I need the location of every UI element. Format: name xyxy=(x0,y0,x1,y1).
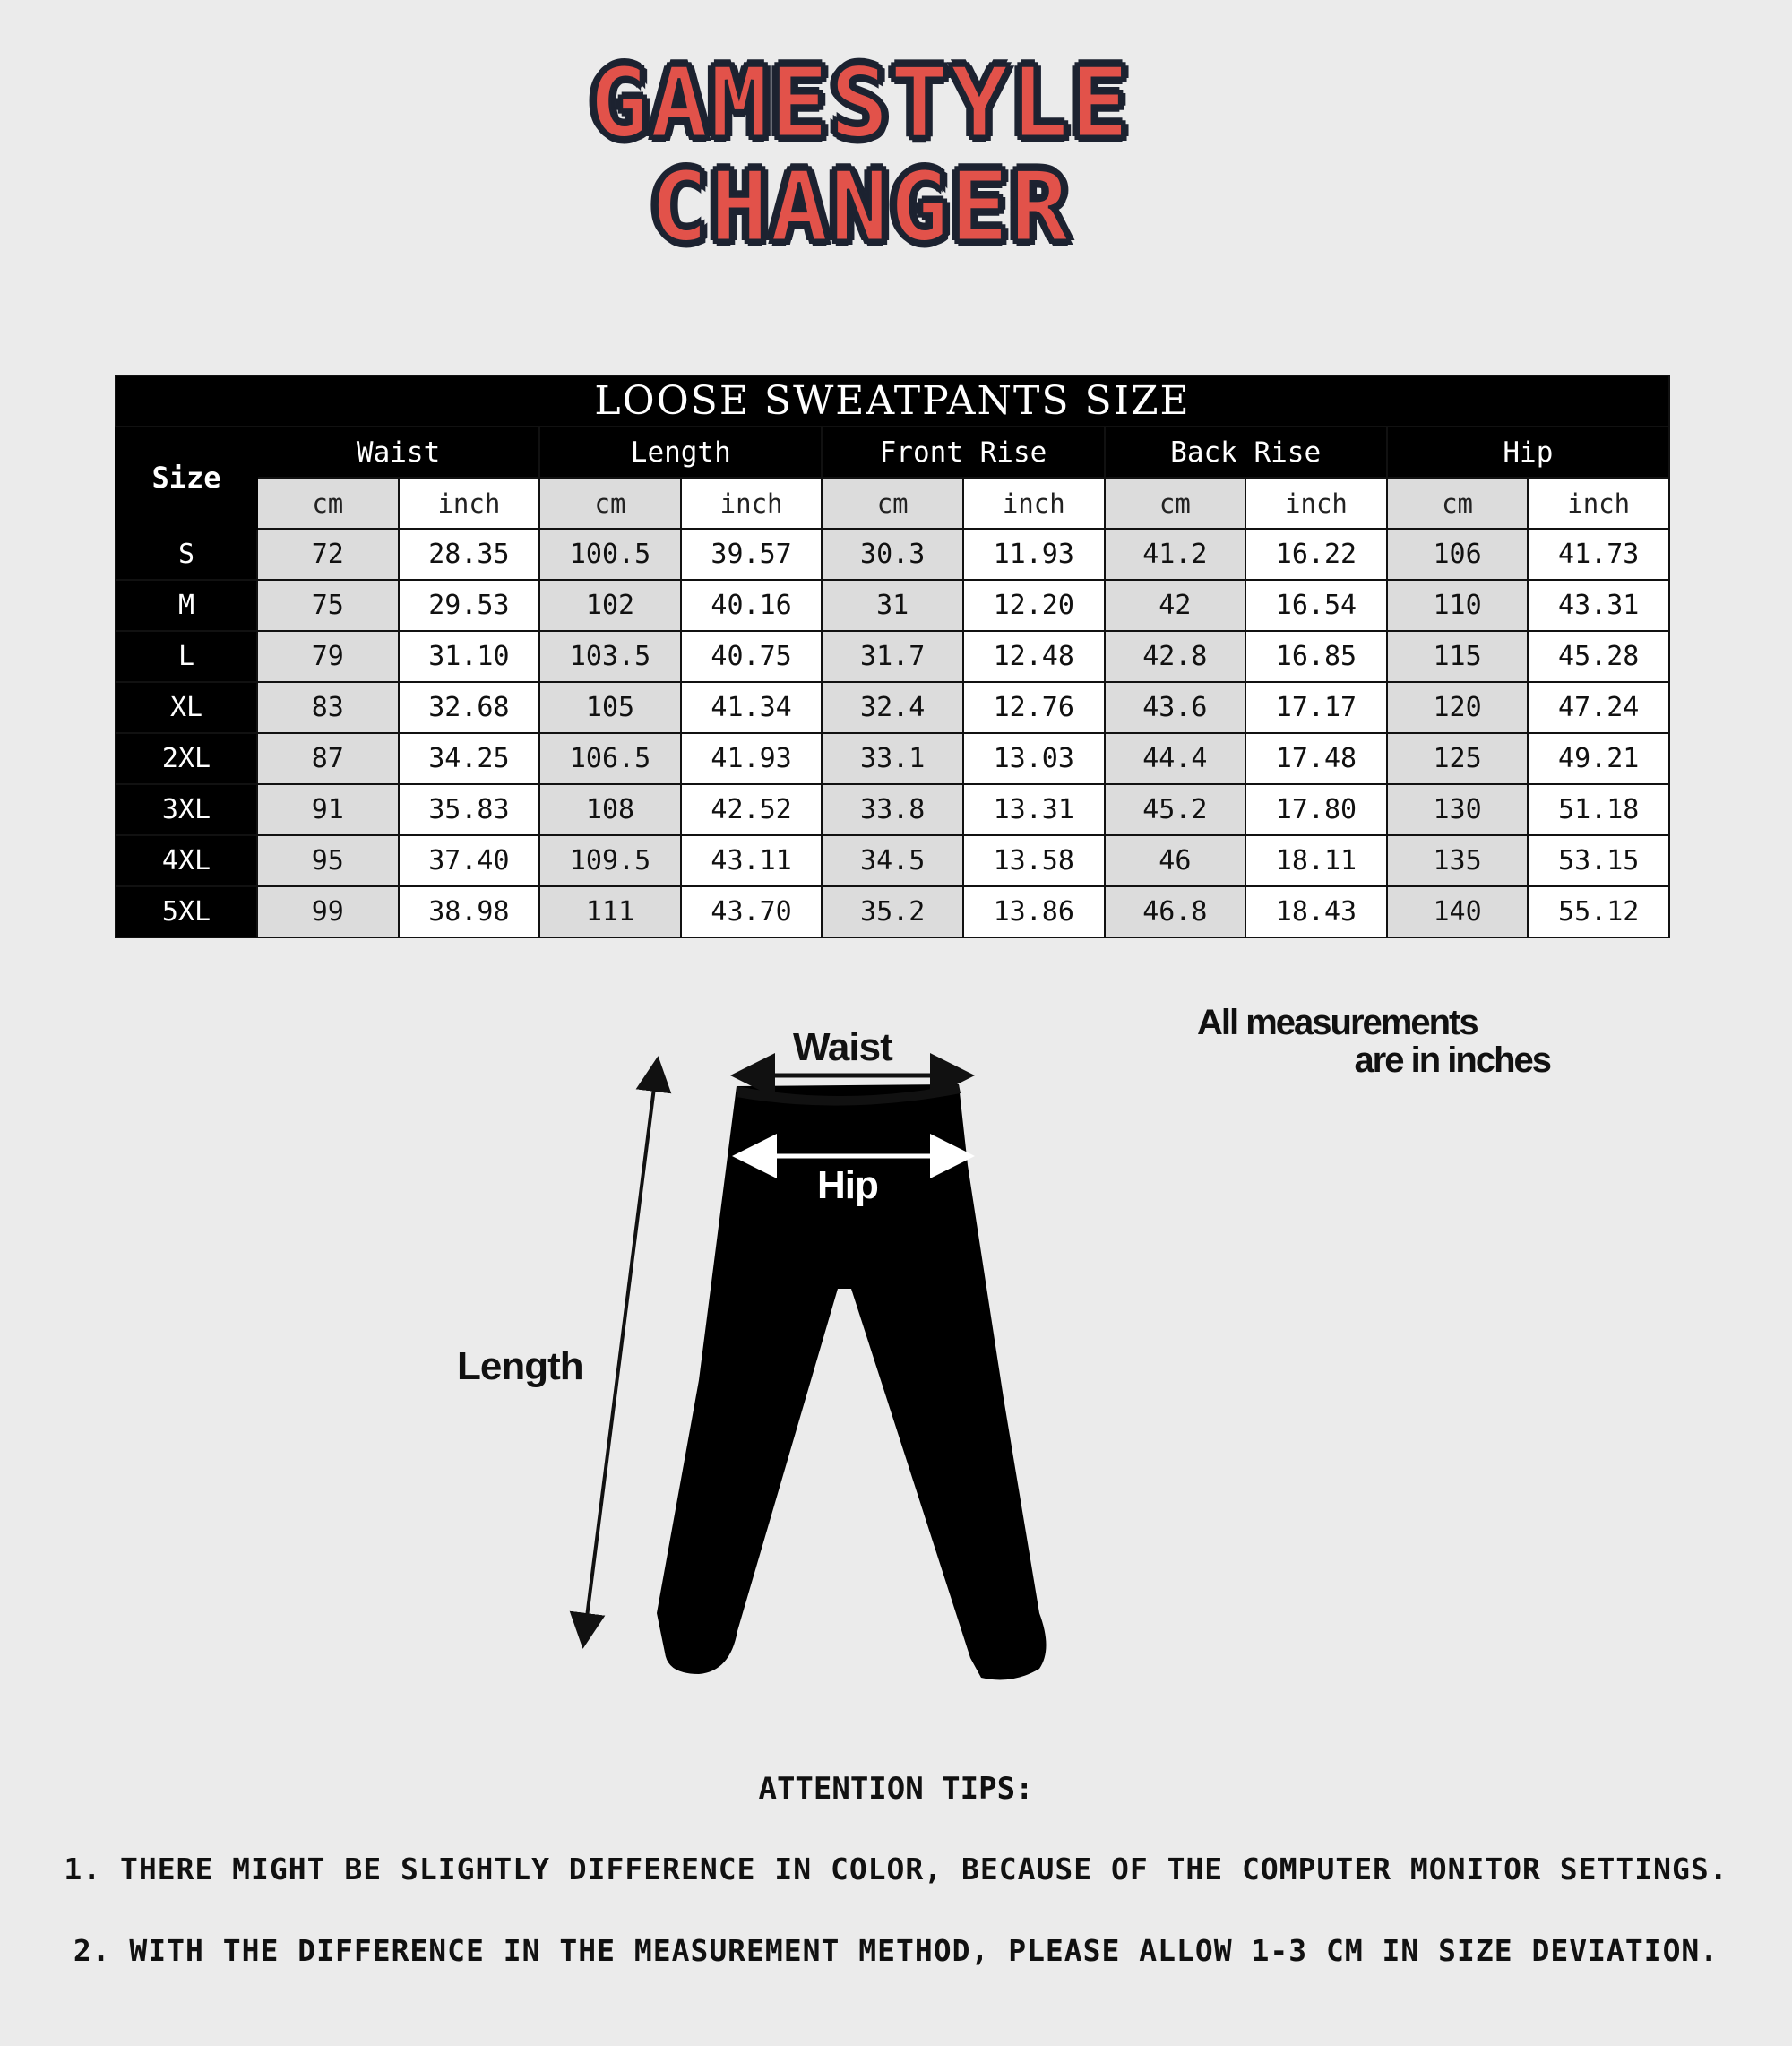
length-label: Length xyxy=(457,1344,583,1388)
inch-value-cell: 45.28 xyxy=(1528,631,1669,682)
size-row xyxy=(116,835,1669,886)
cm-value-cell: 32.4 xyxy=(822,682,963,733)
size-row xyxy=(116,529,1669,580)
size-label-cell: 2XL xyxy=(116,733,257,784)
cm-value-cell: 103.5 xyxy=(539,631,681,682)
inch-value-cell: 40.75 xyxy=(681,631,823,682)
inch-value-cell: 38.98 xyxy=(399,886,540,937)
cm-value-cell: 95 xyxy=(257,835,399,886)
inch-value-cell: 43.11 xyxy=(681,835,823,886)
cm-value-cell: 42.8 xyxy=(1105,631,1246,682)
cm-value-cell: 46 xyxy=(1105,835,1246,886)
size-chart-title: LOOSE SWEATPANTS SIZE xyxy=(116,376,1669,427)
cm-value-cell: 41.2 xyxy=(1105,529,1246,580)
brand-logo-line2: CHANGER xyxy=(650,151,1071,263)
inch-value-cell: 18.43 xyxy=(1245,886,1387,937)
cm-value-cell: 79 xyxy=(257,631,399,682)
size-label-cell: S xyxy=(116,529,257,580)
inch-value-cell: 34.25 xyxy=(399,733,540,784)
cm-value-cell: 120 xyxy=(1387,682,1529,733)
size-chart-body xyxy=(116,529,1669,937)
group-header-waist: Waist xyxy=(257,427,539,478)
inch-value-cell: 40.16 xyxy=(681,580,823,631)
attention-tip-1: 1. THERE MIGHT BE SLIGHTLY DIFFERENCE IN COLOR, BECAUSE OF THE COMPUTER MONITOR SETTINGS. xyxy=(64,1852,1728,1886)
inch-value-cell: 43.31 xyxy=(1528,580,1669,631)
waist-label: Waist xyxy=(793,1025,892,1069)
unit-header-cm: cm xyxy=(822,478,963,529)
inch-value-cell: 37.40 xyxy=(399,835,540,886)
cm-value-cell: 125 xyxy=(1387,733,1529,784)
size-row xyxy=(116,682,1669,733)
inch-value-cell: 18.11 xyxy=(1245,835,1387,886)
cm-value-cell: 115 xyxy=(1387,631,1529,682)
inch-value-cell: 13.03 xyxy=(963,733,1105,784)
cm-value-cell: 109.5 xyxy=(539,835,681,886)
cm-value-cell: 106.5 xyxy=(539,733,681,784)
inch-value-cell: 28.35 xyxy=(399,529,540,580)
inch-value-cell: 53.15 xyxy=(1528,835,1669,886)
size-row xyxy=(116,784,1669,835)
unit-header-cm: cm xyxy=(1105,478,1246,529)
inch-value-cell: 13.31 xyxy=(963,784,1105,835)
size-row xyxy=(116,631,1669,682)
unit-header-inch: inch xyxy=(681,478,823,529)
inch-value-cell: 41.34 xyxy=(681,682,823,733)
inch-value-cell: 35.83 xyxy=(399,784,540,835)
inch-value-cell: 41.73 xyxy=(1528,529,1669,580)
unit-header-inch: inch xyxy=(1528,478,1669,529)
size-label-cell: 5XL xyxy=(116,886,257,937)
group-header-hip: Hip xyxy=(1387,427,1669,478)
cm-value-cell: 33.8 xyxy=(822,784,963,835)
cm-value-cell: 72 xyxy=(257,529,399,580)
cm-value-cell: 44.4 xyxy=(1105,733,1246,784)
size-row xyxy=(116,733,1669,784)
cm-value-cell: 100.5 xyxy=(539,529,681,580)
cm-value-cell: 42 xyxy=(1105,580,1246,631)
size-row xyxy=(116,886,1669,937)
cm-value-cell: 91 xyxy=(257,784,399,835)
inch-value-cell: 29.53 xyxy=(399,580,540,631)
size-row xyxy=(116,580,1669,631)
inch-value-cell: 49.21 xyxy=(1528,733,1669,784)
inch-value-cell: 17.48 xyxy=(1245,733,1387,784)
size-label-cell: 4XL xyxy=(116,835,257,886)
inch-value-cell: 12.48 xyxy=(963,631,1105,682)
cm-value-cell: 33.1 xyxy=(822,733,963,784)
inch-value-cell: 17.17 xyxy=(1245,682,1387,733)
size-label-cell: XL xyxy=(116,682,257,733)
cm-value-cell: 46.8 xyxy=(1105,886,1246,937)
group-header-back-rise: Back Rise xyxy=(1105,427,1387,478)
inch-value-cell: 13.86 xyxy=(963,886,1105,937)
length-arrow xyxy=(585,1074,656,1631)
measurement-note xyxy=(1174,1004,1550,1079)
inch-value-cell: 41.93 xyxy=(681,733,823,784)
brand-logo-line1: GAMESTYLE xyxy=(590,47,1131,160)
unit-header-cm: cm xyxy=(1387,478,1529,529)
attention-tip-2: 2. WITH THE DIFFERENCE IN THE MEASUREMENT METHOD, PLEASE ALLOW 1-3 CM IN SIZE DEVIATION. xyxy=(73,1933,1719,1968)
cm-value-cell: 140 xyxy=(1387,886,1529,937)
unit-header-inch: inch xyxy=(1245,478,1387,529)
measurement-note-line2: are in inches xyxy=(1354,1040,1550,1080)
inch-value-cell: 31.10 xyxy=(399,631,540,682)
cm-value-cell: 108 xyxy=(539,784,681,835)
inch-value-cell: 55.12 xyxy=(1528,886,1669,937)
hip-label: Hip xyxy=(817,1163,878,1207)
unit-header-cm: cm xyxy=(539,478,681,529)
cm-value-cell: 34.5 xyxy=(822,835,963,886)
group-header-length: Length xyxy=(539,427,822,478)
cm-value-cell: 130 xyxy=(1387,784,1529,835)
cm-value-cell: 111 xyxy=(539,886,681,937)
cm-value-cell: 106 xyxy=(1387,529,1529,580)
cm-value-cell: 105 xyxy=(539,682,681,733)
measurement-note-line1: All measurements xyxy=(1197,1003,1478,1042)
cm-value-cell: 75 xyxy=(257,580,399,631)
cm-value-cell: 110 xyxy=(1387,580,1529,631)
cm-value-cell: 35.2 xyxy=(822,886,963,937)
pants-diagram xyxy=(430,1004,1147,1703)
inch-value-cell: 16.22 xyxy=(1245,529,1387,580)
inch-value-cell: 32.68 xyxy=(399,682,540,733)
inch-value-cell: 11.93 xyxy=(963,529,1105,580)
cm-value-cell: 31.7 xyxy=(822,631,963,682)
unit-header-cm: cm xyxy=(257,478,399,529)
inch-value-cell: 47.24 xyxy=(1528,682,1669,733)
inch-value-cell: 39.57 xyxy=(681,529,823,580)
size-column-header: Size xyxy=(116,427,257,529)
inch-value-cell: 43.70 xyxy=(681,886,823,937)
cm-value-cell: 31 xyxy=(822,580,963,631)
unit-header-inch: inch xyxy=(399,478,540,529)
size-label-cell: L xyxy=(116,631,257,682)
attention-tips-heading: ATTENTION TIPS: xyxy=(758,1771,1034,1807)
inch-value-cell: 16.54 xyxy=(1245,580,1387,631)
brand-logo xyxy=(538,47,1183,278)
cm-value-cell: 83 xyxy=(257,682,399,733)
inch-value-cell: 51.18 xyxy=(1528,784,1669,835)
inch-value-cell: 42.52 xyxy=(681,784,823,835)
size-label-cell: 3XL xyxy=(116,784,257,835)
inch-value-cell: 12.20 xyxy=(963,580,1105,631)
cm-value-cell: 99 xyxy=(257,886,399,937)
inch-value-cell: 16.85 xyxy=(1245,631,1387,682)
cm-value-cell: 45.2 xyxy=(1105,784,1246,835)
cm-value-cell: 135 xyxy=(1387,835,1529,886)
group-header-front-rise: Front Rise xyxy=(822,427,1104,478)
inch-value-cell: 17.80 xyxy=(1245,784,1387,835)
cm-value-cell: 102 xyxy=(539,580,681,631)
cm-value-cell: 43.6 xyxy=(1105,682,1246,733)
inch-value-cell: 12.76 xyxy=(963,682,1105,733)
size-label-cell: M xyxy=(116,580,257,631)
cm-value-cell: 30.3 xyxy=(822,529,963,580)
inch-value-cell: 13.58 xyxy=(963,835,1105,886)
cm-value-cell: 87 xyxy=(257,733,399,784)
unit-header-inch: inch xyxy=(963,478,1105,529)
size-chart-table xyxy=(115,375,1670,938)
